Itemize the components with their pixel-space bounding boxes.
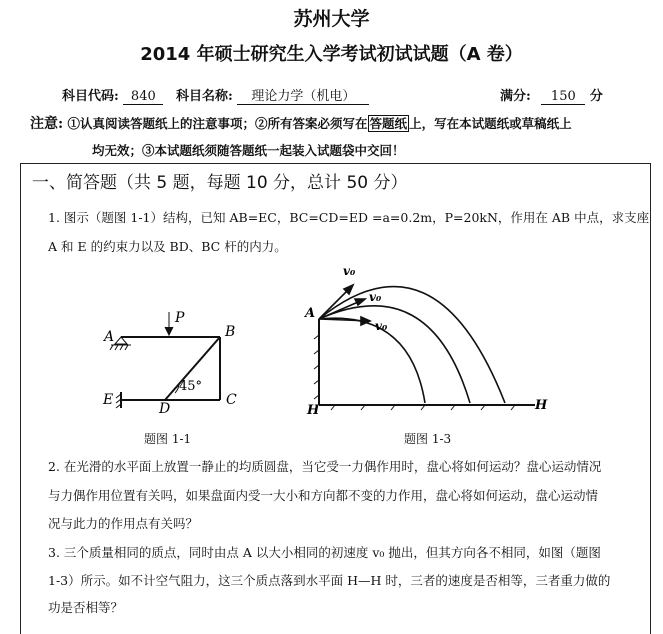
trajectory-low [319,318,425,403]
full-score-unit: 分 [589,89,603,104]
q1-line-2: A 和 E 的约束力以及 BD、BC 杆的内力。 [48,239,287,254]
subject-code-row [62,85,163,105]
q1-line-1: 1. 图示（题图 1-1）结构，已知 AB=EC，BC=CD=ED =a=0.2m，P=20kN，作用在 AB 中点，求支座 [48,210,650,225]
support-a [115,337,127,344]
trajectory-high [319,287,505,403]
notice-label: 注意: [30,116,64,132]
notice-text-b: 上，写在本试题纸或草稿纸上 [409,116,572,131]
notice-text-a: ①认真阅读答题纸上的注意事项；②所有答案必须写在 [67,116,368,131]
label-v0-high: v₀ [343,264,356,278]
q3-line-1: 3. 三个质量相同的质点，同时由点 A 以大小相同的初速度 v₀ 抛出，但其方向各不相同，如图（题图 [48,545,601,560]
subject-code-value: 840 [123,89,163,105]
subject-name-row [176,85,369,105]
subject-name-value: 理论力学（机电） [237,85,369,105]
label-h-right: H [535,398,548,413]
q3-line-2: 1-3）所示。如不计空气阻力，这三个质点落到水平面 H—H 时，三者的速度是否相等，三者重力做的 [48,573,611,588]
label-angle: 45° [179,379,203,394]
subject-code-label: 科目代码: [62,89,119,104]
exam-title: 2014 年硕士研究生入学考试初试试题（A 卷） [140,44,523,65]
full-score-label: 满分: [500,89,531,104]
school-name: 苏州大学 [293,8,370,30]
label-p: P [175,310,185,326]
label-v0-mid: v₀ [369,290,382,304]
label-e: E [103,392,114,408]
q2-line-2: 与力偶作用位置有关吗，如果盘面内受一大小和方向都不变的力作用，盘心将如何运动，盘心运动情 [48,488,599,503]
q2-line-1: 2. 在光滑的水平面上放置一静止的均质圆盘，当它受一力偶作用时，盘心将如何运动？盘心运动情况 [48,459,602,474]
answer-sheet-box: 答题纸 [369,116,408,131]
label-b: B [225,324,236,340]
label-c: C [226,392,237,408]
subject-name-label: 科目名称: [176,89,233,104]
full-score-row [500,85,603,105]
caption-1-1: 题图 1-1 [144,432,192,446]
notice-line-2: 均无效；③本试题纸须随答题纸一起装入试题袋中交回！ [92,143,405,158]
label-v0-low: v₀ [375,319,388,333]
figure-1-3 [295,255,555,420]
label-h-left: H [307,403,320,418]
label-a: A [104,329,115,345]
label-d: D [159,401,171,415]
caption-1-3: 题图 1-3 [404,432,452,446]
full-score-value: 150 [541,89,585,105]
label-a-1-3: A [305,306,316,321]
section-title: 一、简答题（共 5 题，每题 10 分，总计 50 分） [32,173,408,193]
q2-line-3: 况与此力的作用点有关吗？ [48,516,199,531]
notice-line-1 [30,113,572,133]
figure-1-1 [95,300,255,415]
q3-line-3: 功是否相等？ [48,600,124,615]
